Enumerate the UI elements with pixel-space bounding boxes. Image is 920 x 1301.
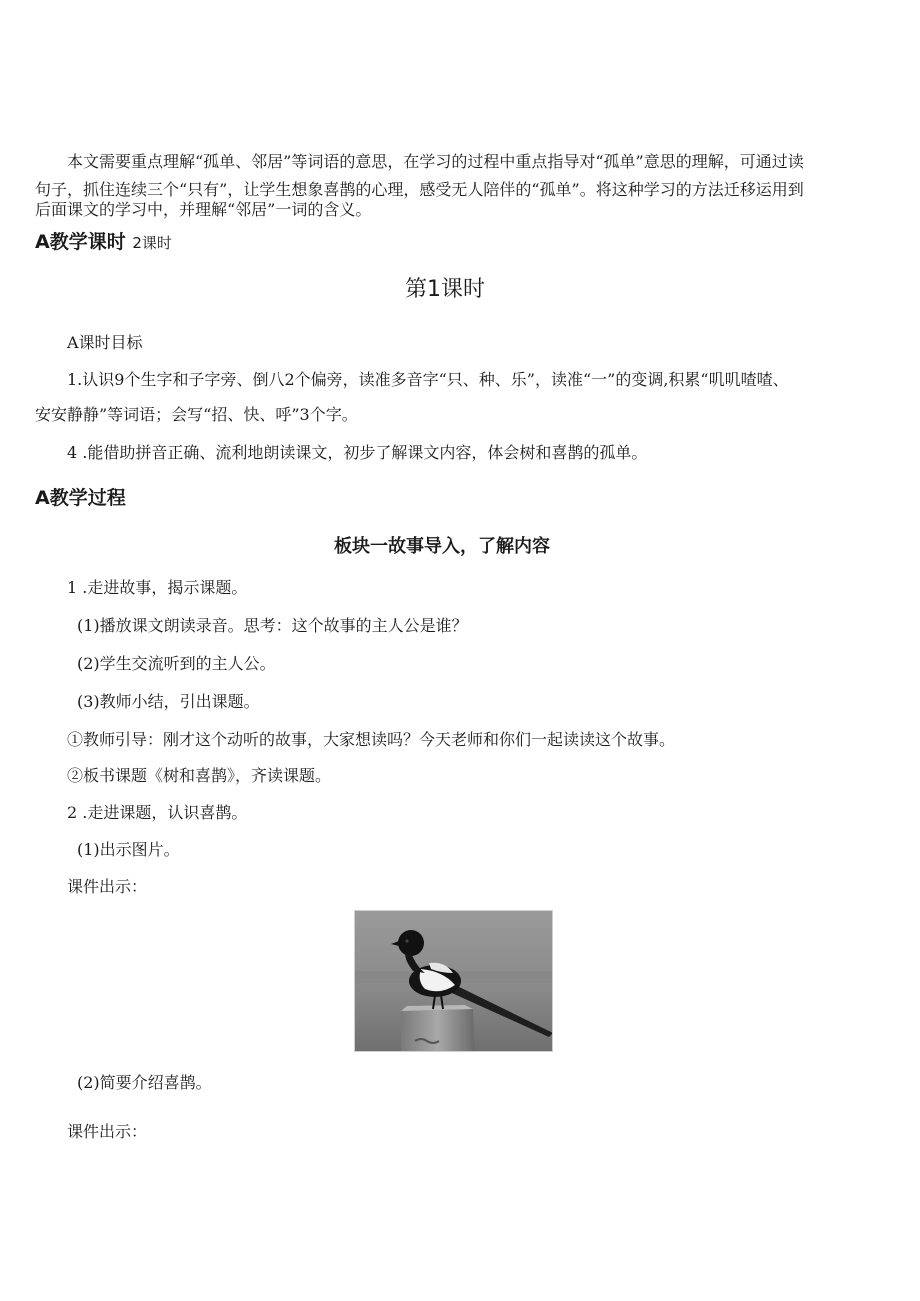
- process-line: 2 .走进课题，认识喜鹊。: [67, 803, 248, 822]
- process-line: (2)学生交流听到的主人公。: [77, 654, 276, 673]
- goals-heading: A课时目标: [67, 333, 143, 352]
- process-line: ②板书课题《树和喜鹊》，齐读课题。: [67, 766, 332, 785]
- intro-line-2: 句子，抓住连续三个“只有”，让学生想象喜鹊的心理，感受无人陪伴的“孤单”。将这种学习的方法迁移运用到: [35, 180, 804, 199]
- intro-line-3: 后面课文的学习中，并理解“邻居”一词的含义。: [35, 200, 372, 219]
- after-image-line: (2)简要介绍喜鹊。: [77, 1073, 212, 1092]
- intro-line-1: 本文需要重点理解“孤单、邻居”等词语的意思，在学习的过程中重点指导对“孤单”意思的理解，可通过读: [67, 152, 804, 171]
- teaching-hours-heading: [35, 232, 172, 253]
- process-line: (3)教师小结，引出课题。: [77, 692, 260, 711]
- process-line: (1)出示图片。: [77, 840, 180, 859]
- process-line: 课件出示：: [67, 877, 148, 896]
- magpie-photo: [354, 910, 553, 1052]
- process-line: ①教师引导：刚才这个动听的故事，大家想读吗？今天老师和你们一起读读这个故事。: [67, 730, 676, 749]
- goal-2: 4 .能借助拼音正确、流利地朗读课文，初步了解课文内容，体会树和喜鹊的孤单。: [67, 443, 648, 462]
- block-title: 板块一故事导入，了解内容: [334, 536, 550, 557]
- teaching-hours-value: 2课时: [132, 234, 172, 252]
- goal-1-line-2: 安安静静”等词语；会写“招、快、呼”3个字。: [35, 405, 358, 424]
- goal-1-line-1: 1.认识9个生字和子字旁、倒八2个偏旁，读准多音字“只、种、乐”，读准“一”的变调,积累“叽叽喳喳、: [67, 370, 789, 389]
- process-heading: A教学过程: [35, 487, 126, 509]
- process-line: (1)播放课文朗读录音。思考：这个故事的主人公是谁？: [77, 616, 468, 635]
- lesson-title: 第1课时: [405, 277, 485, 302]
- after-image-line: 课件出示：: [67, 1122, 148, 1141]
- process-line: 1 .走进故事，揭示课题。: [67, 578, 248, 597]
- teaching-hours-label: A教学课时: [35, 231, 126, 253]
- magpie-illustration: [355, 911, 553, 1052]
